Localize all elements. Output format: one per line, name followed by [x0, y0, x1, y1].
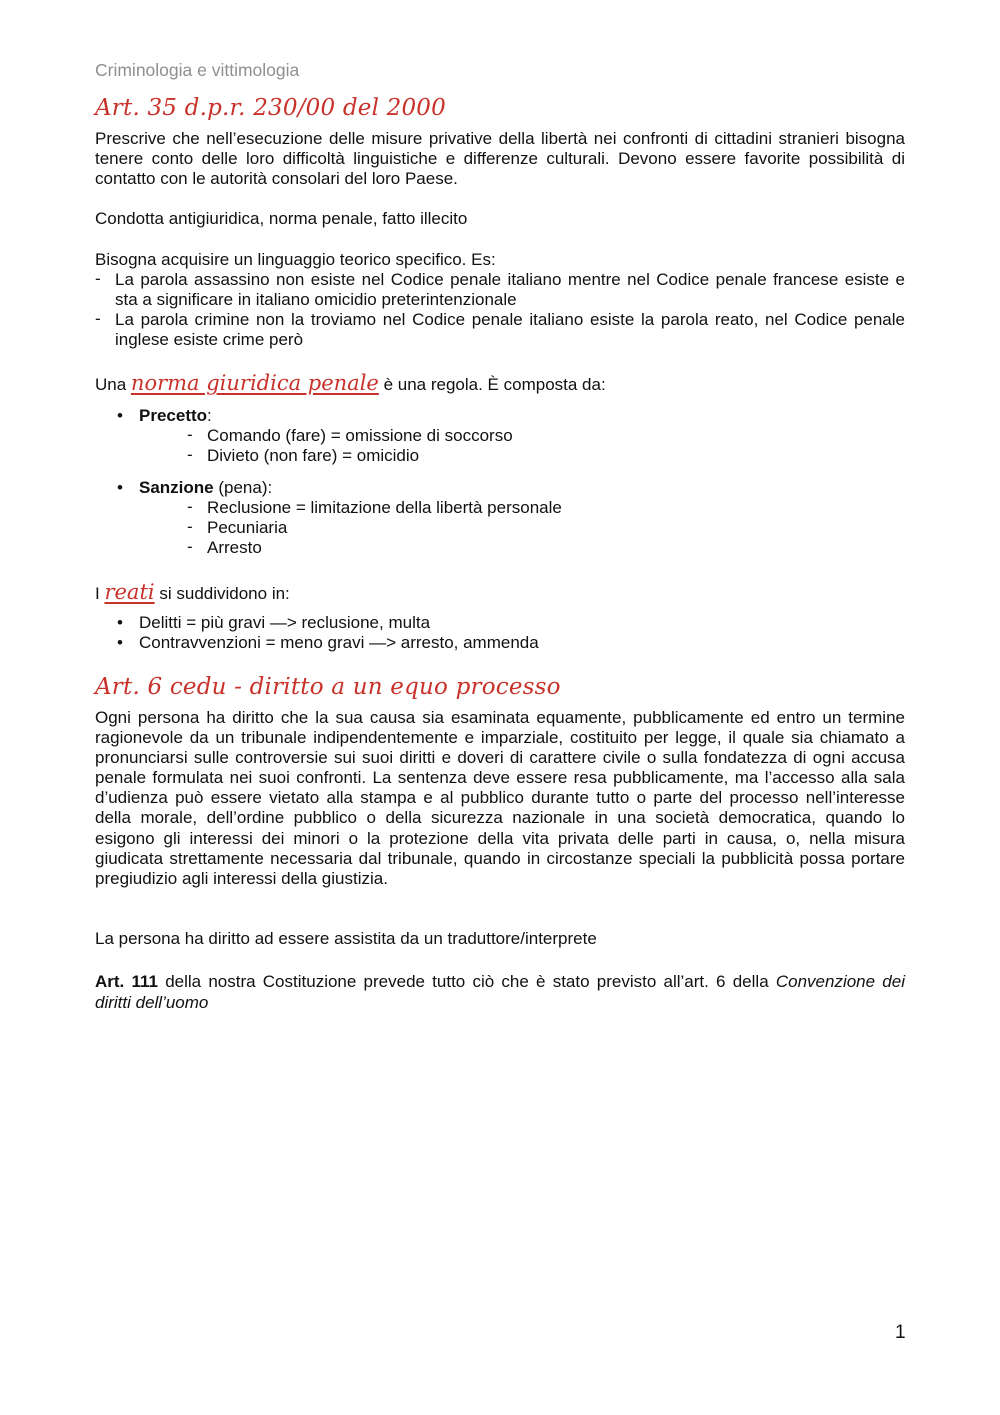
norma-components — [95, 406, 905, 466]
list-item: - Arresto — [139, 538, 905, 558]
precetto-sublist — [139, 426, 905, 466]
norma-suffix: è una regola. È composta da: — [383, 375, 606, 394]
reati-prefix: I — [95, 584, 100, 603]
reati-list-wrap — [95, 613, 905, 653]
convenzione-title: Convenzione dei diritti dell’uomo — [95, 972, 905, 1012]
paragraph-art111: Art. 111 della nostra Costituzione prevede tutto ciò che è stato previsto all’art. 6 della Convenzione dei diritti dell’uomo — [95, 972, 905, 1012]
list-item: - Divieto (non fare) = omicidio — [139, 446, 905, 466]
paragraph-art6: Ogni persona ha diritto che la sua causa sia esaminata equamente, pubblicamente ed entro un termine ragionevole da un tribunale indipendentemente e imparziale, costituito per legge, il quale sia chiamato a pronunciarsi sulle controversie sui suoi diritti e doveri di carattere civile o sulla fondatezza di ogni accusa penale formulata nei suoi confronti. La sentenza deve essere resa pubblicamente, ma l’accesso alla sala d’udienza può essere vietato alla stampa e al pubblico durante tutto o parte del processo nell’interesse della morale, dell’ordine pubblico o della sicurezza nazionale in una società democratica, quando lo esigono gli interessi dei minori o la protezione della vita privata delle parti in causa, o, nella misura giudicata strettamente necessaria dal tribunale, quando in circostanze speciali la pubblicità possa portare pregiudizio agli interessi della giustizia. — [95, 708, 905, 888]
reati-list — [95, 613, 905, 653]
list-item: • Contravvenzioni = meno gravi —> arresto, ammenda — [95, 633, 905, 653]
art111-label: Art. 111 — [95, 972, 158, 991]
reati-term: reati — [104, 580, 155, 604]
norma-components-list — [95, 406, 905, 466]
sanzione-list — [95, 478, 905, 558]
list-item: - Pecuniaria — [139, 518, 905, 538]
sanzione-label: Sanzione — [139, 478, 214, 497]
page-number: 1 — [895, 1322, 906, 1343]
list-item: - Reclusione = limitazione della libertà personale — [139, 498, 905, 518]
paragraph-traduttore: La persona ha diritto ad essere assistita da un traduttore/interprete — [95, 929, 597, 948]
section-heading-art6: Art. 6 cedu - diritto a un equo processo — [95, 674, 561, 700]
reati-suffix: si suddividono in: — [159, 584, 290, 603]
examples-list-wrap — [95, 270, 905, 350]
norma-term: norma giuridica penale — [130, 371, 379, 395]
running-head: Criminologia e vittimologia — [95, 60, 300, 80]
sanzione-block — [95, 478, 905, 558]
norma-intro — [95, 373, 905, 395]
list-item: - La parola crimine non la troviamo nel Codice penale italiano esiste la parola reato, nel Codice penale inglese esiste crime però — [95, 310, 905, 350]
section-heading-art35: Art. 35 d.p.r. 230/00 del 2000 — [95, 95, 446, 121]
list-item: - La parola assassino non esiste nel Codice penale italiano mentre nel Codice penale francese esiste e sta a significare in italiano omicidio preterintenzionale — [95, 270, 905, 310]
list-item: • Delitti = più gravi —> reclusione, multa — [95, 613, 905, 633]
paragraph-linguaggio: Bisogna acquisire un linguaggio teorico specifico. Es: — [95, 250, 496, 269]
sanzione-sublist — [139, 498, 905, 558]
examples-list — [95, 270, 905, 350]
paragraph-art35: Prescrive che nell’esecuzione delle misure privative della libertà nei confronti di cittadini stranieri bisogna tenere conto delle loro difficoltà linguistiche e differenze culturali. Devono essere favorite possibilità di contatto con le autorità consolari del loro Paese. — [95, 129, 905, 189]
list-item-sanzione: • Sanzione (pena): - Reclusione = limitazione della libertà personale - Pecuniaria - Arresto — [95, 478, 905, 558]
norma-prefix: Una — [95, 375, 127, 394]
paragraph-condotta: Condotta antigiuridica, norma penale, fatto illecito — [95, 209, 468, 228]
list-item: - Comando (fare) = omissione di soccorso — [139, 426, 905, 446]
precetto-label: Precetto — [139, 406, 208, 425]
list-item-precetto: • Precetto: - Comando (fare) = omissione di soccorso - Divieto (non fare) = omicidio — [95, 406, 905, 466]
reati-intro — [95, 582, 905, 604]
